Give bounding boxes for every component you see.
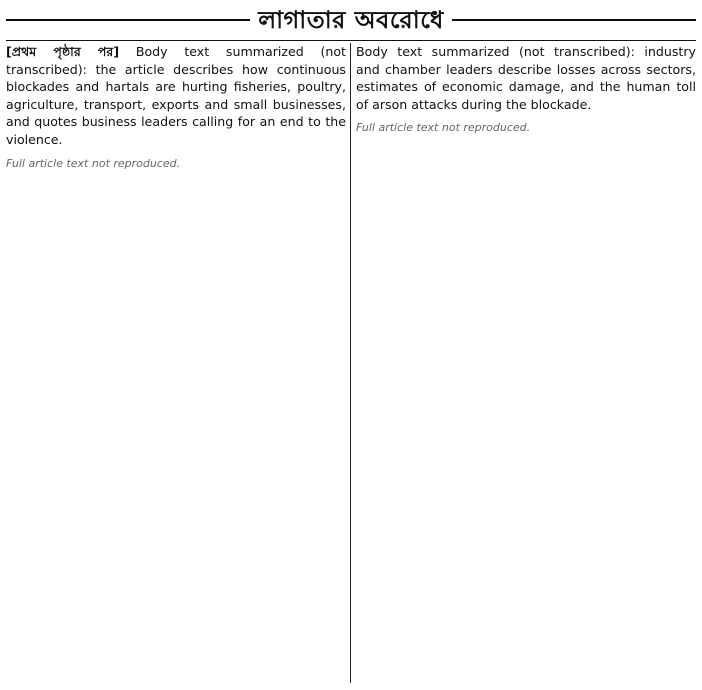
page-headline: লাগাতার অবরোধে	[258, 6, 444, 34]
headline-rule-left	[6, 19, 250, 21]
headline-rule-right	[452, 19, 696, 21]
left-column-summary: Body text summarized (not transcribed): the article describes how continuous blockades and hartals are hurting fisheries, poultry, agriculture, transport, exports and small businesses, and quotes business leaders calling for an end to the violence.	[6, 44, 346, 147]
column-divider	[350, 43, 351, 683]
right-column-note: Full article text not reproduced.	[356, 121, 531, 135]
headline-bar	[0, 0, 702, 40]
continued-label: [প্রথম পৃষ্ঠার পর]	[6, 44, 120, 59]
article-column-left	[6, 43, 346, 683]
article-body	[6, 40, 696, 687]
left-column-note: Full article text not reproduced.	[6, 156, 181, 170]
right-column-summary: Body text summarized (not transcribed): industry and chamber leaders describe losses across sectors, estimates of economic damage, and the human toll of arson attacks during the blockade.	[356, 44, 696, 112]
article-column-right	[356, 43, 696, 683]
